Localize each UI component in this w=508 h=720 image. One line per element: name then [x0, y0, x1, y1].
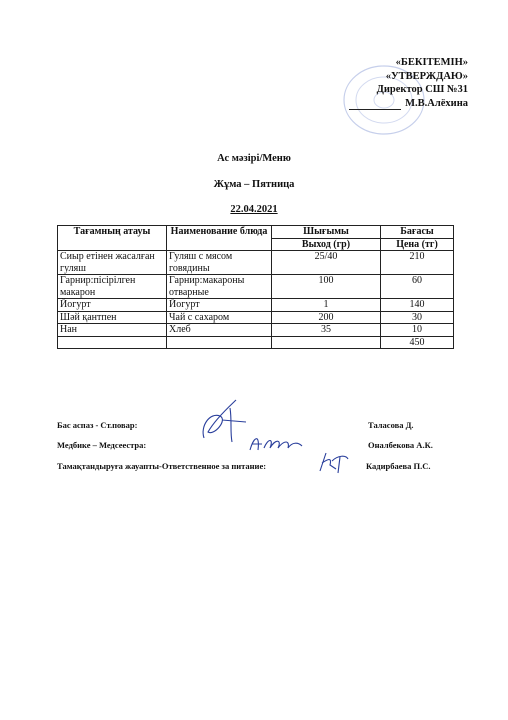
- header-price-ru: Цена (тг): [381, 238, 454, 251]
- menu-title: Ас мәзірі/Меню: [217, 153, 291, 164]
- dish-yield: 200: [272, 311, 381, 324]
- responsible-signature-icon: [316, 449, 352, 475]
- menu-table: [57, 225, 454, 349]
- total-price: 450: [381, 336, 454, 349]
- table-row: [58, 275, 454, 299]
- table-header-row-1: [58, 226, 454, 239]
- dish-kz: Сиыр етінен жасалған гуляш: [58, 251, 167, 275]
- dish-ru: Гуляш с мясом говядины: [167, 251, 272, 275]
- header-price-kz: Бағасы: [381, 226, 454, 239]
- dish-kz: Шәй қантпен: [58, 311, 167, 324]
- total-empty: [58, 336, 167, 349]
- header-dish-kz: Тағамның атауы: [58, 226, 167, 251]
- dish-kz: Гарнир:пісірілген макарон: [58, 275, 167, 299]
- responsible-name: Кадирбаева П.С.: [366, 461, 431, 471]
- menu-day: Жұма – Пятница: [213, 179, 295, 190]
- approval-position: Директор СШ №31: [376, 84, 468, 95]
- table-row: [58, 311, 454, 324]
- header-yield-ru: Выход (гр): [272, 238, 381, 251]
- dish-yield: 35: [272, 324, 381, 337]
- nurse-label: Медбике – Медсеестра:: [57, 440, 147, 450]
- cook-label: Бас аспаз - Ст.повар:: [57, 420, 138, 430]
- nurse-name: Оналбекова А.К.: [368, 440, 433, 450]
- header-yield-kz: Шығымы: [272, 226, 381, 239]
- dish-price: 210: [381, 251, 454, 275]
- dish-price: 10: [381, 324, 454, 337]
- dish-yield: 1: [272, 299, 381, 312]
- responsible-label: Тамақтандыруға жауапты-Ответственное за питание:: [57, 461, 267, 471]
- table-row: [58, 251, 454, 275]
- total-empty: [167, 336, 272, 349]
- dish-ru: Гарнир:макароны отварные: [167, 275, 272, 299]
- dish-yield: 100: [272, 275, 381, 299]
- approval-kz: «БЕКІТЕМІН»: [395, 57, 468, 68]
- cook-name: Таласова Д.: [368, 420, 414, 430]
- dish-yield: 25/40: [272, 251, 381, 275]
- menu-date: 22.04.2021: [230, 204, 278, 215]
- dish-ru: Хлеб: [167, 324, 272, 337]
- dish-ru: Йогурт: [167, 299, 272, 312]
- signature-line: [349, 109, 401, 110]
- dish-kz: Йогурт: [58, 299, 167, 312]
- approval-signer: [349, 97, 468, 111]
- approval-ru: «УТВЕРЖДАЮ»: [385, 70, 468, 82]
- approval-signer-name: М.В.Алёхина: [405, 97, 468, 109]
- table-total-row: [58, 336, 454, 349]
- total-empty: [272, 336, 381, 349]
- nurse-signature-icon: [246, 430, 306, 456]
- dish-kz: Нан: [58, 324, 167, 337]
- approval-block: [349, 56, 468, 110]
- dish-price: 60: [381, 275, 454, 299]
- cook-signature-icon: [196, 398, 252, 448]
- table-row: [58, 324, 454, 337]
- table-row: [58, 299, 454, 312]
- dish-ru: Чай с сахаром: [167, 311, 272, 324]
- header-dish-ru: Наименование блюда: [167, 226, 272, 251]
- dish-price: 30: [381, 311, 454, 324]
- dish-price: 140: [381, 299, 454, 312]
